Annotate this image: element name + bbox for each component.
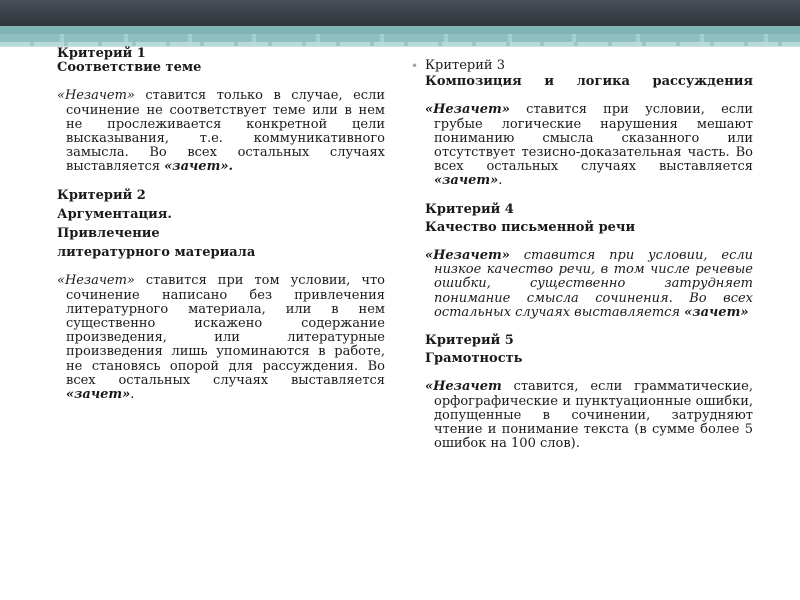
right-column — [411, 58, 753, 452]
criterion-1-title: Критерий 1 — [57, 46, 146, 61]
header-band — [0, 26, 800, 34]
criterion-5-title: Критерий 5 — [425, 333, 514, 349]
criterion-2-text: «Незачет» ставится при том условии, что сочинение написано без привлечения литературного материала, или в нем существенно искажено содержание произведения, или литературные произведения лишь упоминаются в работе, не становясь опорой для рассуждения. Во всех остальных случаях выставляется «зачет». — [57, 273, 385, 403]
criterion-4-text: «Незачет» ставится при условии, если низкое качество речи, в том числе речевые ошибки, существенно затрудняет понимание смысла сочинения. Во всех остальных случаях выставляется «зачет» — [425, 248, 753, 320]
header-stripes — [0, 34, 800, 42]
criterion-3-title: Критерий 3 — [425, 58, 505, 73]
criterion-2-subtitle-2: Привлечение — [57, 226, 160, 242]
criterion-2-subtitle-1: Аргументация. — [57, 206, 172, 222]
criterion-3-text: «Незачет» ставится при условии, если грубые логические нарушения мешают пониманию смысла сказанного или отсутствует тезисно-доказательная часть. Во всех остальных случаях выставляется «зачет». — [425, 102, 753, 189]
criterion-5-subtitle: Грамотность — [425, 351, 523, 367]
criterion-1-text: «Незачет» ставится только в случае, если сочинение не соответствует теме или в нем не прослеживается конкретной цели высказывания, т.е. коммуникативного замысла. Во всех остальных случаях выставляется «зачет». — [57, 88, 385, 175]
header-bar — [0, 0, 800, 26]
bullet-icon: • — [411, 59, 419, 73]
criterion-2-title: Критерий 2 — [57, 187, 146, 203]
criterion-4-subtitle: Качество письменной речи — [425, 219, 636, 235]
criterion-5-text: «Незачет ставится, если грамматические, орфографические и пунктуационные ошибки, допущенные в сочинении, затрудняют чтение и понимание текста (в сумме более 5 ошибок на 100 слов). — [425, 379, 753, 452]
criterion-4-title: Критерий 4 — [425, 201, 514, 217]
criterion-3-subtitle: Композиция и логика рассуждения — [425, 74, 753, 90]
criterion-1-subtitle: Соответствие теме — [57, 60, 202, 76]
left-column — [57, 47, 385, 402]
criterion-2-subtitle-3: литературного материала — [57, 245, 256, 261]
